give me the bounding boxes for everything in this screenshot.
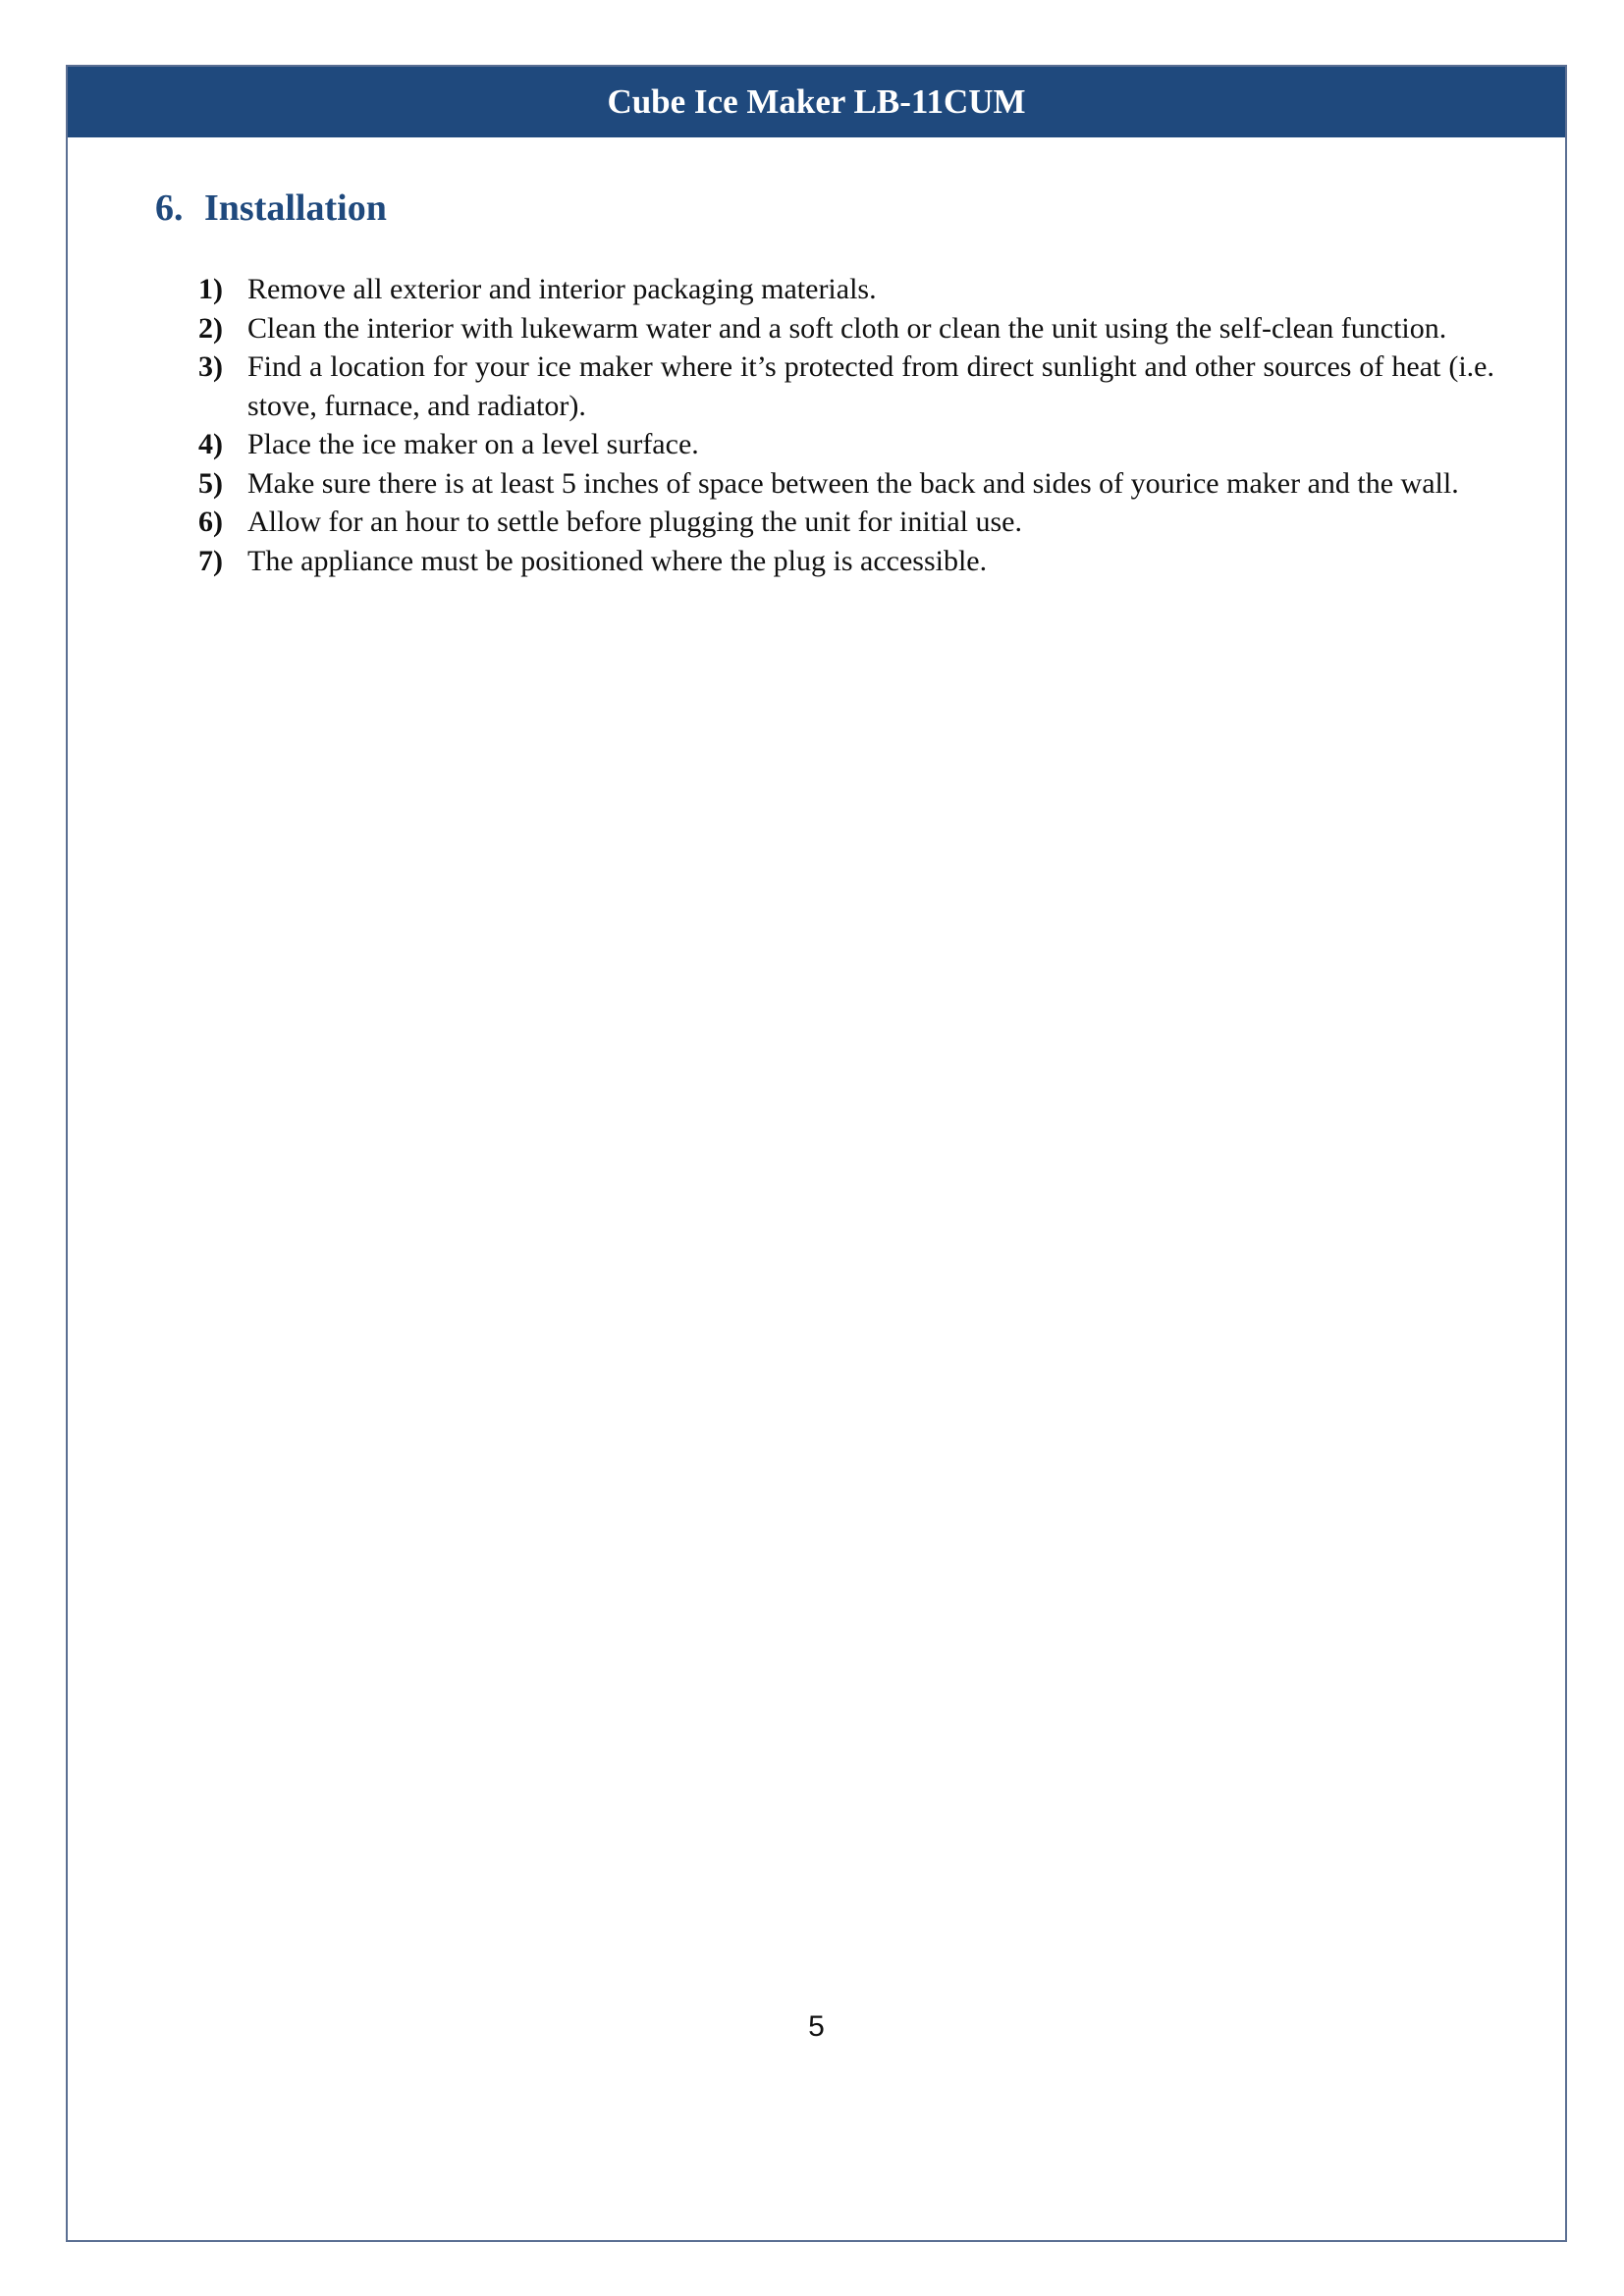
step-item: [198, 347, 1494, 425]
step-item: [198, 542, 1494, 581]
step-item: [198, 270, 1494, 309]
step-number: 4): [198, 428, 223, 460]
step-number: 2): [198, 311, 223, 345]
step-text: Allow for an hour to settle before plugging the unit for initial use.: [247, 506, 1022, 538]
step-number: 1): [198, 273, 223, 305]
installation-steps: [198, 270, 1494, 580]
step-number: 5): [198, 466, 223, 500]
step-number: 6): [198, 506, 223, 538]
section-number: 6.: [155, 187, 184, 229]
step-text: Place the ice maker on a level surface.: [247, 428, 699, 460]
section-title: Installation: [204, 187, 387, 229]
step-text: Clean the interior with lukewarm water and a soft cloth or clean the unit using the self-clean function.: [247, 311, 1447, 345]
step-item: [198, 309, 1494, 348]
step-number: 3): [198, 350, 223, 383]
document-title: Cube Ice Maker LB-11CUM: [607, 82, 1026, 121]
page-frame: [66, 65, 1567, 2242]
step-item: [198, 425, 1494, 464]
step-text: Find a location for your ice maker where it’s protected from direct sunlight and other sources of heat (i.e. stove, furnace, and radiator).: [247, 350, 1494, 422]
step-text: Remove all exterior and interior packaging materials.: [247, 273, 877, 305]
page-number: 5: [808, 2010, 825, 2043]
step-number: 7): [198, 544, 223, 577]
step-item: [198, 503, 1494, 542]
section-heading: [155, 187, 387, 230]
header-bar: [68, 67, 1565, 137]
step-text: Make sure there is at least 5 inches of space between the back and sides of yourice maker and the wall.: [247, 466, 1459, 500]
step-text: The appliance must be positioned where the plug is accessible.: [247, 544, 988, 577]
step-item: [198, 464, 1494, 504]
